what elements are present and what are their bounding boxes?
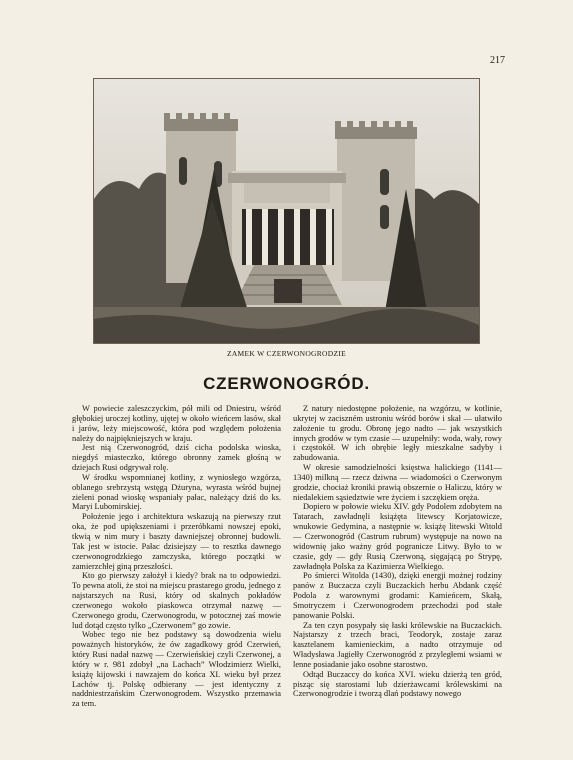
right-column [293, 404, 502, 709]
paragraph: Odtąd Buczaccy do końca XVI. wieku dzierżą ten gród, pisząc się starostami lub dzierżawcami królewskimi na Czerwonogrodzie i tworzą dlań podstawy nowego [293, 669, 502, 699]
castle-photo-illustration [94, 79, 479, 343]
castle-photo [93, 78, 480, 344]
photo-caption: ZAMEK W CZERWONOGRODZIE [226, 349, 347, 358]
article-body [72, 404, 502, 709]
paragraph: W środku wspomnianej kotliny, z wyniosłego wzgórza, oblanego srebrzystą wstęgą Dżuryna, wyrasta wśród bujnej zieleni ponad wioskę wspaniały pałac, należący dziś do ks. Maryi Lubomirskiej. [72, 472, 281, 512]
paragraph: Wobec tego nie bez podstawy są dowodzenia wielu poważnych historyków, że ów zagadkowy gród Czerwień, który Rusi nadał nazwę — Czerwieńskiej czyli Czerwonej, a który w r. 981 zdobył „na Lachach” Włodzimierz Wielki, książę kijowski i nawzajem do końca XI. wieku był przez Lachów tj. Polskę odbierany — jest identyczny z naddniestrzańskim Czerwonogrodem. Wszystko przemawia za tem. [72, 630, 281, 709]
paragraph: Za ten czyn posypały się łaski królewskie na Buczackich. Najstarszy z trzech braci, Teodoryk, zostaje zaraz kasztelanem kamienieckim, a nadto otrzymuje od Władysława Jagiełły Czerwonogród z przyległemi wsiami w lenne posiadanie jako osobne starostwo. [293, 620, 502, 669]
paragraph: Jest nią Czerwonogród, dziś cicha podolska wioska, niegdyś miasteczko, którego obronny zamek głośną w dziejach Rusi odgrywał rolę. [72, 443, 281, 473]
paragraph: W okresie samodzielności księstwa halickiego (1141—1340) milkną — rzecz dziwna — wiadomości o Czerwonym grodzie, chociaż kroniki prawią obszernie o Haliczu, który w niedalekiem sąsiedztwie wre życiem i szczękiem oręża. [293, 463, 502, 502]
left-column [72, 404, 281, 709]
paragraph: Kto go pierwszy założył i kiedy? brak na to odpowiedzi. To pewna atoli, że stoi na miejscu prastarego grodu, jednego z najstarszych na Rusi, który od skalnych pokładów czerwonego wokoło piaskowca otrzymał nazwę — Czerwonego grodu, Czerwonogrodu, w potocznej zaś mowie lud dotąd często tylko „Czerwonem” go zowie. [72, 571, 281, 630]
paragraph: W powiecie zaleszczyckim, pół mili od Dniestru, wśród głębokiej uroczej kotliny, ujętej w około wieńcem lasów, skał i jarów, leży miejscowość, która pod względem położenia należy do najpiękniejszych w kraju. [72, 404, 281, 443]
paragraph: Dopiero w połowie wieku XIV. gdy Podolem zdobytem na Tatarach, zawładnęli książęta litewscy Korjatowicze, wnukowie Gedymina, a następnie w. książę litewski Witold — Czerwonogród (Castrum rubrum) występuje na nowo na widownię jako ważny gród pogranicze Litwy. Było to w czasie, gdy — gdy Rusią Czerwoną, sięgającą po Strypę, zawładnęła Polska za Kazimierza Wielkiego. [293, 502, 502, 571]
page-number: 217 [490, 55, 505, 66]
paragraph: Po śmierci Witolda (1430), dzięki energji możnej rodziny panów z Buczacza czyli Buczackich herbu Abdank część Podola z warownymi grodami: Kamieńcem, Skałą, Smotryczem i Czerwonogrodem przechodzi pod stałe panowanie Polski. [293, 571, 502, 620]
paragraph: Z natury niedostępne położenie, na wzgórzu, w kotlinie, ukrytej w zaciszném ustroniu wśród borów i skał — ułatwiło założenie tu grodu. Obronę jego nadto — jak wszystkich innych grodów w tym czasie — uzupełniły: woda, wały, rowy i częstokół. W ich obrębie legły mieszkalne sadyby i zabudowania. [293, 404, 502, 463]
paragraph: Położenie jego i architektura wskazują na pierwszy rzut oka, że pod upiększeniami i przeróbkami nowszej epoki, tkwią w nim mury i baszty dawniejszej obronnej budowli. Tak jest w istocie. Pałac dzisiejszy — to resztka dawnego czerwonogrodzkiego zamczyska, którego początki w zamierzchłej giną przeszłości. [72, 512, 281, 571]
article-title: CZERWONOGRÓD. [203, 374, 370, 393]
